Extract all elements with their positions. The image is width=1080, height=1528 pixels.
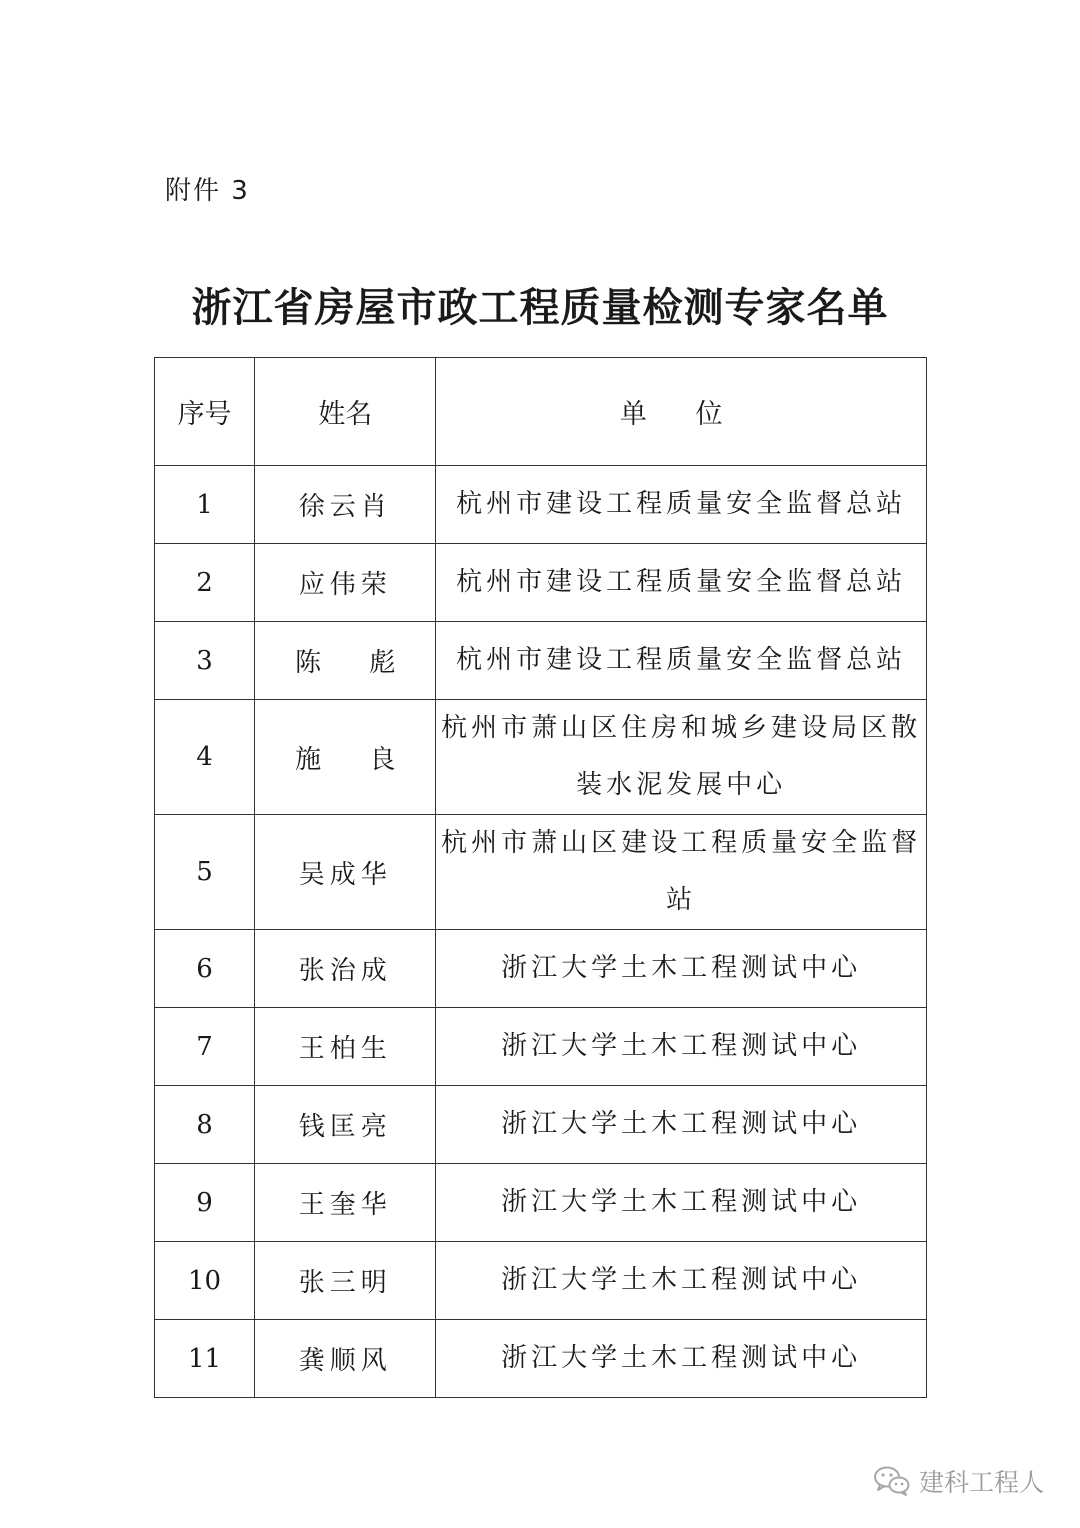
row-name: 吴成华 xyxy=(255,815,436,930)
row-name: 王柏生 xyxy=(255,1008,436,1086)
row-no: 11 xyxy=(155,1320,255,1398)
table-row xyxy=(155,1164,927,1242)
watermark xyxy=(873,1463,1044,1499)
table-row xyxy=(155,1320,927,1398)
attachment-label: 附件 3 xyxy=(165,176,250,206)
row-name: 应伟荣 xyxy=(255,544,436,622)
row-unit: 浙江大学土木工程测试中心 xyxy=(436,930,927,1008)
row-unit: 杭州市萧山区住房和城乡建设局区散装水泥发展中心 xyxy=(436,700,927,815)
row-no: 5 xyxy=(155,815,255,930)
table-row xyxy=(155,930,927,1008)
row-unit: 浙江大学土木工程测试中心 xyxy=(436,1086,927,1164)
row-unit: 浙江大学土木工程测试中心 xyxy=(436,1164,927,1242)
row-no: 7 xyxy=(155,1008,255,1086)
wechat-icon xyxy=(873,1465,911,1497)
table-row xyxy=(155,544,927,622)
row-no: 9 xyxy=(155,1164,255,1242)
row-name: 龚顺风 xyxy=(255,1320,436,1398)
row-no: 3 xyxy=(155,622,255,700)
row-no: 2 xyxy=(155,544,255,622)
table-row xyxy=(155,622,927,700)
row-unit: 杭州市建设工程质量安全监督总站 xyxy=(436,544,927,622)
row-no: 1 xyxy=(155,466,255,544)
row-name: 王奎华 xyxy=(255,1164,436,1242)
table-row xyxy=(155,815,927,930)
header-unit: 单 位 xyxy=(436,358,927,466)
row-no: 6 xyxy=(155,930,255,1008)
page-title: 浙江省房屋市政工程质量检测专家名单 xyxy=(191,285,889,331)
row-unit: 杭州市建设工程质量安全监督总站 xyxy=(436,622,927,700)
expert-table xyxy=(154,357,927,1398)
row-name: 陈 彪 xyxy=(255,622,436,700)
row-name: 张治成 xyxy=(255,930,436,1008)
table-row xyxy=(155,466,927,544)
table-row xyxy=(155,1008,927,1086)
row-name: 徐云肖 xyxy=(255,466,436,544)
header-name: 姓名 xyxy=(255,358,436,466)
row-name: 张三明 xyxy=(255,1242,436,1320)
row-no: 8 xyxy=(155,1086,255,1164)
row-unit: 浙江大学土木工程测试中心 xyxy=(436,1008,927,1086)
row-unit: 杭州市萧山区建设工程质量安全监督站 xyxy=(436,815,927,930)
row-name: 施 良 xyxy=(255,700,436,815)
table-row xyxy=(155,1086,927,1164)
row-no: 10 xyxy=(155,1242,255,1320)
header-no: 序号 xyxy=(155,358,255,466)
row-no: 4 xyxy=(155,700,255,815)
row-unit: 杭州市建设工程质量安全监督总站 xyxy=(436,466,927,544)
table-header-row xyxy=(155,358,927,466)
table-row xyxy=(155,700,927,815)
row-name: 钱匡亮 xyxy=(255,1086,436,1164)
row-unit: 浙江大学土木工程测试中心 xyxy=(436,1242,927,1320)
table-row xyxy=(155,1242,927,1320)
watermark-text: 建科工程人 xyxy=(918,1468,1044,1497)
row-unit: 浙江大学土木工程测试中心 xyxy=(436,1320,927,1398)
